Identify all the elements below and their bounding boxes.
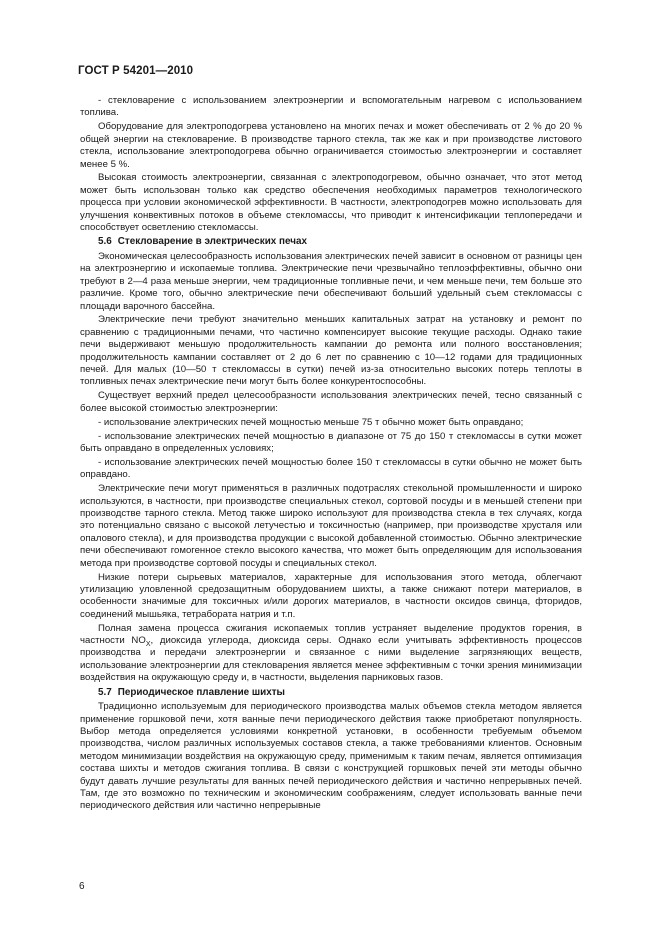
section-number: 5.6	[98, 236, 112, 248]
section-heading-5-7	[80, 687, 582, 699]
subscript: X	[145, 640, 151, 648]
section-number: 5.7	[98, 686, 112, 698]
paragraph: Экономическая целесообразность использования электрических печей зависит в основном от разницы цен на электроэнергию и ископаемые топлива. Электрические печи чрезвычайно теплоэффективны, обычно они требуют в 2—4 раза меньше энергии, чем традиционные топливные печи, и чем меньше печи, тем больше это различие. Кроме того, обычно электрические печи обеспечивают больший удельный съем стекломассы с площади варочного бассейна.	[80, 250, 582, 312]
paragraph: Традиционно используемым для периодического производства малых объемов стекла методом является применение горшковой печи, хотя ванные печи периодического действия также приобретают популярность. Выбор метода определяется условиями конкретной установки, в особенности требуемым объемом производства, числом различных используемых составов стекла, а также требованиями клиентов. Основным методом минимизации воздействия на окружающую среду, применимым к таким печам, является оптимизация состава шихты и методов сжигания топлива. В связи с конструкцией горшковых печей эти методы обычно будут давать лучшие результаты для ванных печей периодического действия и частично непрерывных печей. Там, где это возможно по техническим и экономическим соображениям, следует использовать ванные печи периодического действия или частично непрерывные	[80, 701, 582, 812]
text-run: Полная замена процесса сжигания ископаемых топлив устраняет выделение продуктов горения, в частности NO	[80, 622, 582, 647]
list-item: - использование электрических печей мощностью в диапазоне от 75 до 150 т стекломассы в сутки может быть оправдано в определенных условиях;	[80, 430, 582, 454]
paragraph: Существует верхний предел целесообразности использования электрических печей, тесно связанный с более высокой стоимостью электроэнергии:	[80, 390, 582, 414]
page-number: 6	[79, 881, 85, 892]
section-title: Периодическое плавление шихты	[117, 686, 285, 698]
paragraph: - стекловарение с использованием электроэнергии и вспомогательным нагревом с использованием топлива.	[80, 95, 582, 119]
page-body	[80, 95, 582, 814]
document-header: ГОСТ Р 54201—2010	[78, 65, 194, 77]
paragraph: Оборудование для электроподогрева установлено на многих печах и может обеспечивать от 2 % до 20 % общей энергии на стекловарение. В производстве тарного стекла, так же как и при производстве листового стекла, использование электроподогрева обычно ограничивается стоимостью электроэнергии и составляет менее 5 %.	[80, 121, 582, 170]
paragraph: Электрические печи могут применяться в различных подотраслях стекольной промышленности и широко используются, в частности, при производстве специальных стекол, сортовой посуды и в меньшей степени при производстве тарного стекла. Метод также широко используют для производства стекла в тех случаях, когда это потенциально связано с высокой летучестью и токсичностью (например, при производстве хрусталя или опалового стекла), и для производства продукции с высокой добавленной стоимостью. Обычно электрические печи обеспечивают гомогенное стекло высокого качества, что может быть определяющим для использования метода при производстве сортовой посуды и специальных стекол.	[80, 483, 582, 569]
paragraph: Высокая стоимость электроэнергии, связанная с электроподогревом, обычно означает, что этот метод может быть использован только как средство обеспечения необходимых параметров технологического процесса при условии экономической эффективности. В частности, электроподогрев можно использовать для улучшения конвективных потоков в объеме стекломассы, что приводит к интенсификации теплопередачи и способствует осветлению стекломассы.	[80, 172, 582, 234]
paragraph: Низкие потери сырьевых материалов, характерные для использования этого метода, облегчают утилизацию уловленной средозащитным оборудованием шихты, а также снижают потери материалов, в особенности значимые для токсичных и/или дорогих материалов, в частности оксидов свинца, фторидов, соединений мышьяка, тетрабората натрия и т.п.	[80, 571, 582, 620]
paragraph: Электрические печи требуют значительно меньших капитальных затрат на установку и ремонт по сравнению с традиционными печами, что частично компенсирует высокие текущие расходы. Однако такие печи выдерживают меньшую продолжительность кампании до ремонта или полного восстановления; продолжительность кампании составляет от 2 до 6 лет по сравнению с 10—12 годами для традиционных печей. Для малых (10—50 т стекломассы в сутки) печей из-за относительно высоких потерь теплоты в топливных печах электрические печи могут быть более конкурентоспособны.	[80, 314, 582, 388]
section-title: Стекловарение в электрических печах	[117, 236, 307, 248]
section-heading-5-6	[80, 236, 582, 248]
text-run: , диоксида углерода, диоксида серы. Однако если учитывать эффективность процессов производства и передачи электроэнергии и связанное с ними выделение загрязняющих веществ, использование электроэнергии для стекловарения является менее эффективным с точки зрения минимизации воздействия на окружающую среду и, в частности, выделения парниковых газов.	[80, 635, 582, 684]
list-item: - использование электрических печей мощностью более 150 т стекломассы в сутки обычно не может быть оправдано.	[80, 456, 582, 481]
list-item: - использование электрических печей мощностью меньше 75 т обычно может быть оправдано;	[98, 416, 524, 428]
paragraph-nox	[80, 623, 582, 685]
